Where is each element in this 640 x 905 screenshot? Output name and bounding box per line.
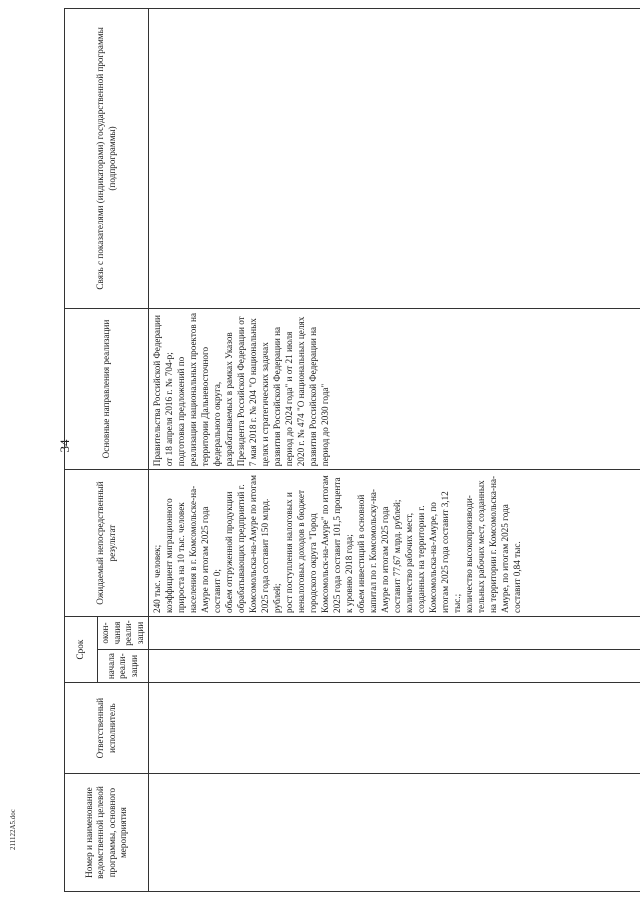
header-main-directions: Основные направления реализации — [65, 308, 149, 469]
cell-term-start — [149, 650, 640, 683]
document-file-code: 211122A5.doc — [9, 809, 17, 850]
program-activities-table — [64, 8, 640, 892]
header-expected-result: Ожидаемый непосредственный результат — [65, 470, 149, 617]
header-term: Срок — [65, 617, 98, 683]
header-term-end: окон-чания реали-зации — [98, 617, 149, 650]
page-number: 34 — [57, 439, 72, 453]
cell-term-end — [149, 617, 640, 650]
cell-expected-result: 240 тыс. человек; коэффициент миграционного прироста на 10 тыс. человек населения в г. Комсомольске-на-Амуре по итогам 2025 года составит 0; объем отгруженной продукции обрабатывающих предприятий г. Комсомольска-на-Амуре по итогам 2025 года составит 150 млрд. рублей; рост поступления налоговых и неналоговых доходов в бюджет городского округа "Город Комсомольск-на-Амуре" по итогам 2025 года составит 101,5 процента к уровню 2018 года; объем инвестиций в основной капитал по г. Комсомольску-на-Амуре по итогам 2025 года составит 77,67 млрд. рублей; количество рабочих мест, созданных на территории г. Комсомольска-на-Амуре, по итогам 2025 года составит 3,12 тыс.; количество высокопроизводи-тельных рабочих мест, созданных на территории г. Комсомольска-на-Амуре, по итогам 2025 года составит 0,84 тыс. — [149, 470, 640, 617]
header-indicators-link: Связь с показателями (индикаторами) государственной программы (подпрограммы) — [65, 9, 149, 309]
cell-indicators-link — [149, 9, 640, 309]
header-program-name: Номер и наименование ведомственной целевой программы, основного мероприятия — [65, 774, 149, 892]
rotated-landscape-page — [64, 8, 628, 892]
header-responsible-executor: Ответственный исполнитель — [65, 683, 149, 774]
header-term-start: начала реали-зации — [98, 650, 149, 683]
cell-responsible-executor — [149, 683, 640, 774]
cell-program-name — [149, 774, 640, 892]
cell-main-directions: Правительства Российской Федерации от 18 апреля 2016 г. № 704-р; подготовка предложений по реализации национальных проектов на территории Дальневосточного федерального округа, разрабатываемых в рамках Указов Президента Российской Федерации от 7 мая 2018 г. № 204 "О национальных целях и стратегических задачах развития Российской Федерации на период до 2024 года" и от 21 июля 2020 г. № 474 "О национальных целях развития Российской Федерации на период до 2030 года" — [149, 308, 640, 469]
table-row — [149, 9, 640, 892]
